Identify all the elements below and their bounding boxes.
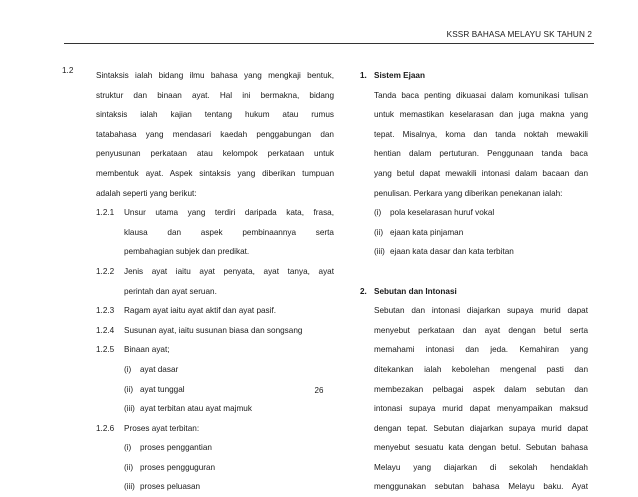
paragraph-line: menyebut perkataan dan ayat dengan betul serta [374,325,588,335]
paragraph-line: memahami intonasi dan jeda. Kemahiran yang [374,345,588,355]
paragraph-line: struktur dan binaan ayat. Hal ini bermakna, bidang [96,90,334,100]
section-title: Sistem Ejaan [374,71,425,80]
paragraph-line: Sebutan dan intonasi diajarkan supaya murid dapat [374,306,588,316]
sub-item-number: (i) [124,364,132,374]
list-item [96,301,334,321]
sub-item-number: (iii) [124,482,135,492]
section-number: 1.2 [62,66,74,75]
item-number: 1.2.4 [96,325,115,335]
paragraph-line: tatabahasa yang mendasari kaedah penggabungan dan [96,129,334,139]
sub-list-item [374,242,588,262]
sub-item-text: ejaan kata dasar dan kata terbitan [390,247,514,257]
item-number: 1.2.5 [96,345,115,355]
sub-item-text: pola keselarasan huruf vokal [390,208,495,218]
paragraph-line: untuk memastikan keselarasan dan juga makna yang [374,110,588,120]
paragraph-line: penyusunan perkataan atau kelompok perkataan untuk [96,149,334,159]
section-title: Sebutan dan Intonasi [374,286,457,296]
sub-list-item [124,477,334,497]
item-line: Jenis ayat iaitu ayat penyata, ayat tanya, ayat [124,266,334,276]
item-line: pembahagian subjek dan predikat. [124,247,250,257]
item-line: perintah dan ayat seruan. [124,286,217,296]
item-line: klausa dan aspek pembinaannya serta [124,227,334,237]
paragraph-line: penulisan. Perkara yang diberikan penekanan ialah: [374,188,563,198]
sistem-ejaan-body [374,86,588,262]
section-heading [360,66,588,86]
sub-list-item [124,360,334,380]
proses-sublist [124,438,334,497]
paragraph-line: sintaksis ialah kajian tentang hukum atau rumus [96,110,334,120]
sub-item-text: ayat dasar [140,364,179,374]
item-line: Unsur utama yang terdiri daripada kata, frasa, [124,208,334,218]
item-line: Proses ayat terbitan: [124,423,200,433]
list-item [96,262,334,301]
item-number: 1.2.1 [96,208,115,218]
sub-item-text: ayat terbitan atau ayat majmuk [140,404,252,414]
page-number: 26 [314,386,324,395]
paragraph-line: adalah seperti yang berikut: [96,188,197,198]
list-item [96,203,334,262]
sub-list-item [374,223,588,243]
list-item [96,321,334,341]
sub-item-number: (iii) [124,404,135,414]
spacer [360,262,588,282]
paragraph-line: tepat. Misalnya, koma dan tanda noktah mewakili [374,129,588,139]
paragraph-line: hentian dalam pertuturan. Penggunaan tanda baca [374,149,588,159]
header-divider [64,43,594,44]
left-column [62,66,334,497]
sub-item-number: (ii) [374,227,384,237]
item-number: 1.2.3 [96,306,115,316]
sub-item-text: proses pengguguran [140,462,216,472]
paragraph-line: intonasi supaya murid dapat menyampaikan maksud [374,404,588,414]
sub-item-text: ayat tunggal [140,384,185,394]
sub-list-item [124,399,334,419]
list-item [96,419,334,439]
paragraph-line: yang betul dapat mewakili intonasi dalam bacaan dan [374,168,588,178]
sebutan-intonasi-body [374,301,588,497]
sub-item-number: (iii) [374,247,385,257]
sub-item-text: proses peluasan [140,482,201,492]
sub-list-item [124,458,334,478]
sub-item-number: (ii) [124,384,134,394]
paragraph-line: menyebut sesuatu kata dengan betul. Sebutan bahasa [374,443,588,453]
paragraph-line: dengan tepat. Sebutan diajarkan supaya murid dapat [374,423,588,433]
syntax-intro [96,66,334,497]
right-column [360,66,588,497]
item-line: Ragam ayat iaitu ayat aktif dan ayat pasif. [124,306,277,316]
sub-list-item [374,203,588,223]
section-heading [360,282,588,302]
paragraph-line: membentuk ayat. Aspek sintaksis yang diberikan tumpuan [96,168,334,178]
list-item [96,340,334,360]
sub-item-text: ejaan kata pinjaman [390,227,464,237]
section-number: 1. [360,71,367,80]
item-number: 1.2.2 [96,266,115,276]
item-number: 1.2.6 [96,423,115,433]
sub-list-item [124,438,334,458]
paragraph-line: Tanda baca penting dikuasai dalam komunikasi tulisan [374,90,588,100]
sub-item-number: (ii) [124,462,134,472]
section-number: 2. [360,286,367,296]
paragraph-line: ditekankan ialah kebolehan mengenal pasti dan [374,364,588,374]
sub-item-number: (i) [124,443,132,453]
paragraph-line: Sintaksis ialah bidang ilmu bahasa yang mengkaji bentuk, [96,71,334,80]
paragraph-line: membezakan pelbagai aspek dalam sebutan dan [374,384,588,394]
sub-item-text: proses penggantian [140,443,212,453]
paragraph-line: menggunakan sebutan bahasa Melayu baku. Ayat [374,482,588,492]
paragraph-line: Melayu yang diajarkan di sekolah hendaklah [374,462,588,472]
sub-item-number: (i) [374,208,382,218]
item-line: Binaan ayat; [124,345,170,355]
header-title: KSSR BAHASA MELAYU SK TAHUN 2 [446,30,592,39]
item-line: Susunan ayat, iaitu susunan biasa dan songsang [124,325,303,335]
